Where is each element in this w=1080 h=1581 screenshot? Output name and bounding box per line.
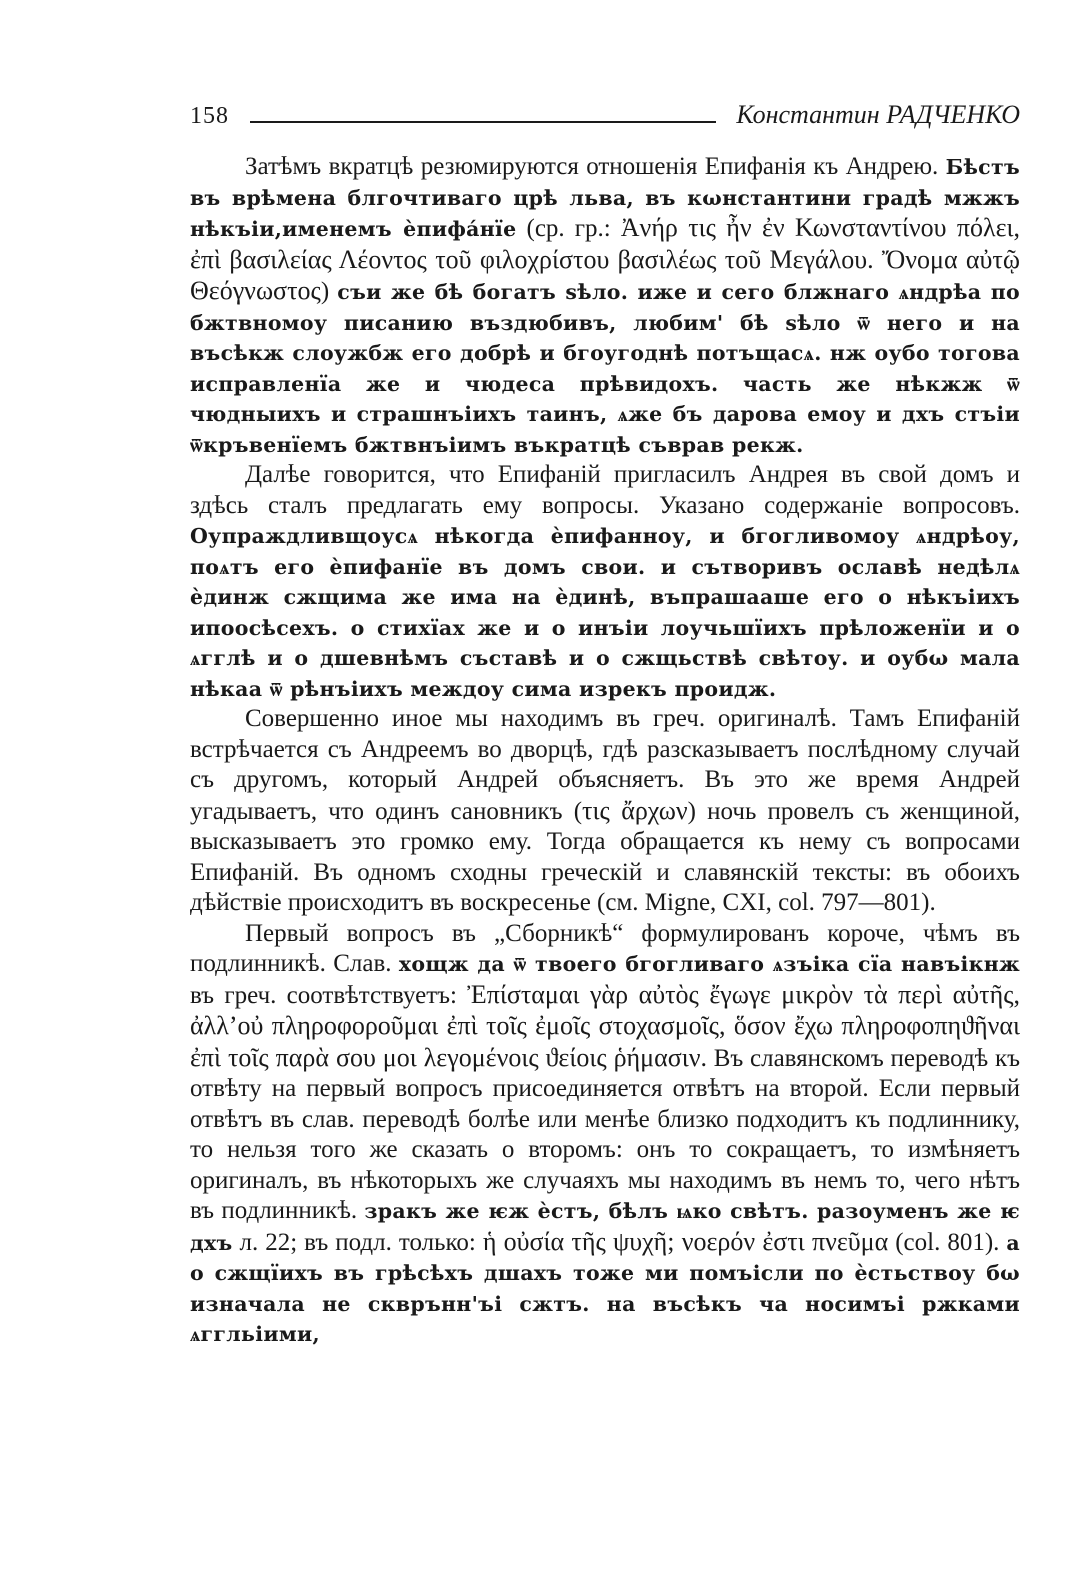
greek-quote: τις ἄρχων [582,795,688,825]
text-run: Первый вопросъ въ „Сборникѣ“ формулированъ короче, чѣмъ въ подлинникѣ. Слав. [190,919,1020,977]
page [190,100,1020,1350]
text-run: Въ славянскомъ переводѣ къ отвѣту на первый вопросъ присоединяется отвѣтъ на второй. Если первый отвѣтъ въ слав. переводѣ болѣе или менѣе близко подходитъ къ подлиннику, то нельзя того же сказать о второмъ: онъ то сокращаетъ, то измѣняетъ оригиналъ, въ нѣкоторыхъ же случаяхъ мы находимъ въ немъ то, чего нѣтъ въ подлинникѣ. [190,1044,1021,1224]
text-run: Совершенно иное мы находимъ въ греч. оригиналѣ. Тамъ Епифаній встрѣчается съ Андреемъ во дворцѣ, гдѣ разсказываетъ послѣдному случай съ другомъ, который Андрей объясняетъ. Въ это же время Андрей угадываетъ, что одинъ сановникъ ( [190,705,1020,825]
page-number: 158 [190,103,229,129]
church-slavonic-quote: Бѣстъ въ врѣмена блгочтиваго црѣ льва, въ кωнстантини градѣ мжжъ нѣкъіи,именемъ ѐпифа́нїе [190,155,1020,241]
page-header [190,100,1020,130]
church-slavonic-quote: Оупраждливщоусѧ нѣкогда ѐпифанноу, и бгогливомоу ѧндрѣоу, поѧтъ его ѐпифанїе въ домъ свои. и сътворивъ ославѣ недѣлѧ ѐдинж сжщима же има на ѐдинѣ, въпрашааше его о нѣкъіихъ ипоосѣсехъ. о стихїах же и о инъіи лоучьшїихъ прѣложенїи и о ѧгглѣ и о дшевнѣмъ съставѣ и о сжщьствѣ свѣтоу. и оубω мала нѣкаа ѿ рѣнъіихъ междоу сима изрекъ проидж. [190,524,1020,701]
header-rule [250,121,716,123]
text-run: Затѣмъ вкратцѣ резюмируются отношенія Епифанія къ Андрею. [245,153,946,180]
church-slavonic-quote: а о сжщїихъ въ грѣсѣхъ дшахъ тоже ми помъісли по ѐстьствоу бω изначала не скврънн'ъі сжтъ. на въсѣкъ ча носимъі ржками ѧггльіими, [190,1230,1020,1346]
paragraph [190,704,1020,919]
church-slavonic-quote: съи же бѣ богатъ ѕѣло. иже и сего блжнаго ѧндрѣа по бжтвномоу писанию въздюбивъ, любим' бѣ ѕѣло ѿ него и на въсѣкж слоужбж его добрѣ и бгоугоднѣ потъщасѧ. нж оубо тогова исправленїа же и чюдеса прѣвидохъ. часть же нѣкжж ѿ чюдныихъ и страшнъіихъ таинъ, ѧже бъ дарова емоу и дхъ стъіи ѿкръвенїемъ бжтвнъіимъ въкратцѣ съврав рекж. [190,280,1020,457]
text-run: (ср. гр.: [516,215,621,242]
paragraph [190,919,1020,1350]
text-run: ) [320,278,338,305]
body-text [190,152,1020,1350]
greek-quote: ἡ οὐσία τῆς ψυχῆ; νοερόν ἐστι πνεῦμα [482,1226,889,1256]
text-run: ) ночь провелъ съ женщиной, высказываетъ это громко ему. Тогда обращается къ нему съ вопросами Епифаній. Въ одномъ сходны греческій и славянскій тексты: въ обоихъ дѣйствіе происходитъ въ воскресенье (см. Migne, CXI, col. 797—801). [190,797,1020,916]
paragraph [190,460,1020,704]
paragraph [190,152,1020,460]
greek-quote: Ἀνήρ τις ἦν ἐν Κωνσταντίνου πόλει, ἐπὶ βασιλείας Λέοντος τοῦ φιλοχρίστου βασιλέως τοῦ Μεγάλου. Ὄνομα αὐτῷ Θεόγνωστος [190,213,1020,305]
church-slavonic-quote: хощж да ѿ твоего бгогливаго ѧзъіка сїа навъікнж [398,952,1021,976]
running-head: Константин РАДЧЕНКО [736,100,1020,129]
text-run: Далѣе говорится, что Епифаній пригласилъ Андрея въ свой домъ и здѣсь сталъ предлагать ему вопросы. Указано содержаніе вопросовъ. [190,461,1020,519]
church-slavonic-quote: зракъ же ѥж ѐстъ, бѣлъ ѩко свѣтъ. разоуменъ же ѥ дхъ [190,1199,1020,1255]
greek-quote: Ἐπίσταμαι γὰρ αὐτὸς ἔγωγε μικρὸν τὰ περὶ αὐτῆς, ἀλλ’οὐ πληροφοροῦμαι ἐπὶ τοῖς ἐμοῖς στοχασμοῖς, ὅσον ἔχω πληροφοπηϑῆναι ἐπὶ τοῖς παρὰ σου μοι λεγομένοις ϑείοις ῥήμασιν. [190,979,1020,1072]
text-run: (col. 801). [888,1228,1007,1256]
text-run: л. 22; въ подл. только: [232,1228,483,1256]
text-run: въ греч. соотвѣтствуетъ: [190,981,468,1009]
